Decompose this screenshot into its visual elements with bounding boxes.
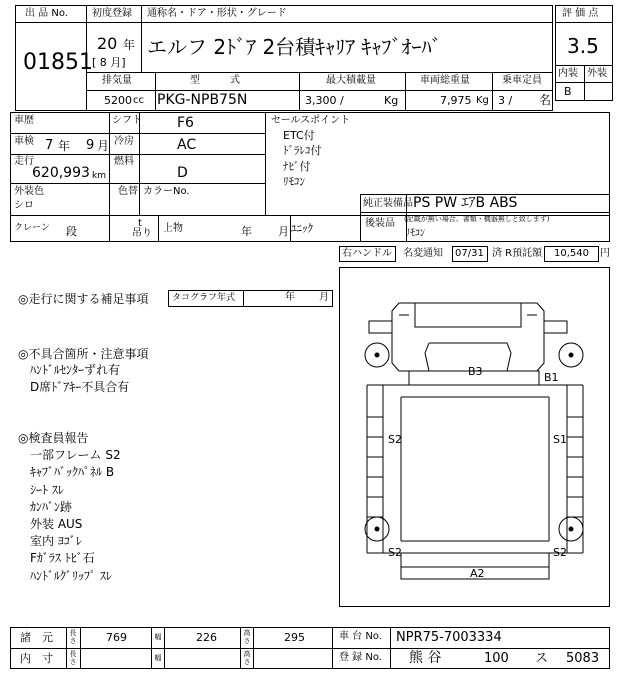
report-item: Fｶﾞﾗｽ ﾄﾋﾞ石 (30, 551, 95, 565)
registration-kana: ス (535, 651, 549, 666)
mileage-unit: km (92, 171, 106, 181)
report-item: ｷｬﾌﾞﾊﾞｯｸﾊﾟﾈﾙ B (30, 465, 115, 479)
inspection-label: 車検 (14, 136, 34, 147)
first-reg-label: 初度登録 (92, 8, 132, 19)
sales-point-item: ﾅﾋﾞ付 (283, 160, 311, 173)
height-label-interior: 高さ (243, 650, 251, 666)
registration-class: 100 (484, 651, 509, 666)
damage-label-a2: A2 (470, 567, 485, 580)
report-item: ｼｰﾄ ｽﾚ (30, 483, 64, 497)
inspection-month-unit: 月 (97, 139, 110, 153)
report-item: ﾊﾝﾄﾞﾙｸﾞﾘｯﾌﾟ ｽﾚ (30, 569, 112, 583)
mileage-value: 620,993 (32, 165, 90, 181)
sales-points-label: セールスポイント (271, 115, 351, 126)
width-label: 幅 (154, 633, 162, 641)
max-load-label: 最大積載量 (326, 75, 376, 86)
inspection-year-unit: 年 (58, 139, 71, 153)
gross-weight-value: 7,975 (440, 94, 472, 107)
tachograph-label: タコグラフ年式 (172, 293, 236, 303)
report-title: ◎検査員報告 (18, 431, 89, 445)
top-equipment-value: ﾕﾆｯｸ (291, 222, 313, 235)
fuel-label: 燃料 (114, 156, 134, 167)
model-value: PKG-NPB75N (157, 92, 248, 108)
inspection-year: 7 (45, 138, 54, 153)
first-reg-month: [ 8 月] (92, 56, 126, 69)
model-label: 型 式 (190, 75, 240, 86)
car-name: エルフ 2ﾄﾞｱ 2台積ｷｬﾘｱ ｷｬﾌﾞｵｰﾊﾞ (147, 35, 442, 59)
truck-outline (339, 267, 610, 607)
chassis-number: NPR75-7003334 (396, 630, 502, 645)
driving-title: ◎走行に関する補足事項 (18, 292, 149, 306)
gross-weight-unit: Kg (476, 95, 489, 106)
crane-stage-unit: 段 (66, 225, 77, 238)
color-code-label: カラーNo. (143, 186, 190, 197)
shift-value: F6 (177, 115, 194, 131)
color-change-label: 色替 (118, 186, 138, 197)
width-value: 226 (196, 631, 217, 644)
dims-label: 諸 元 (20, 631, 53, 644)
max-load-value: 3,300 / (305, 94, 344, 107)
length-label: 長さ (69, 629, 77, 645)
exterior-color: シロ (14, 200, 34, 211)
width-label-interior: 幅 (154, 654, 162, 662)
report-item: 室内 ﾖｺﾞﾚ (30, 534, 82, 548)
history-label: 車歴 (14, 115, 34, 126)
tachograph-year-unit: 年 (285, 292, 295, 303)
registration-area: 熊 谷 (409, 650, 442, 666)
defect-item: D席ﾄﾞｱｷｰ不具合有 (30, 380, 130, 394)
mileage-label: 走行 (14, 156, 34, 167)
inspection-month: 9 (86, 138, 95, 153)
crane-hang-unit: 吊り (132, 228, 152, 239)
aftermarket-items: ﾘﾓｺﾝ (405, 228, 425, 239)
height-value: 295 (284, 631, 305, 644)
registration-label: 登 録 No. (339, 652, 382, 663)
defect-item: ﾊﾝﾄﾞﾙｾﾝﾀｰずれ有 (30, 363, 121, 377)
name-change-label: 名変通知 (403, 248, 443, 259)
ac-label: 冷房 (114, 136, 134, 147)
displacement-label: 排気量 (102, 75, 132, 86)
damage-label-s2-rear-left: S2 (388, 546, 402, 559)
chassis-label: 車 台 No. (339, 631, 382, 642)
exterior-grade-label: 外装 (587, 68, 607, 79)
fuel-value: D (177, 165, 188, 181)
report-item: 外装 AUS (30, 517, 83, 531)
right-handle: 右ハンドル (342, 248, 392, 259)
displacement-unit: cc (133, 95, 144, 106)
recycle-amount: 10,540 (554, 248, 589, 259)
sales-point-item: ETC付 (283, 129, 315, 142)
capacity-unit: 名 (539, 93, 552, 107)
aftermarket-note: (記載が無い場合、書類・機器無しと致します) (404, 215, 550, 223)
top-month-unit: 月 (278, 225, 289, 238)
crane-label: クレーン (14, 223, 50, 233)
sales-point-item: ﾘﾓｺﾝ (283, 175, 305, 188)
damage-label-s2-rear-right: S2 (553, 546, 567, 559)
damage-diagram (339, 267, 610, 607)
lot-number: 01851 (23, 50, 93, 75)
tachograph-month-unit: 月 (319, 292, 329, 303)
recycle-label: 済 R預託額 (492, 248, 543, 259)
first-reg-year-unit: 年 (123, 38, 136, 52)
aftermarket-label: 後装品 (365, 218, 395, 229)
height-label: 高さ (243, 629, 251, 645)
top-year-unit: 年 (241, 225, 252, 238)
length-value: 769 (106, 631, 127, 644)
shift-label: シフト (112, 115, 142, 126)
damage-label-s1: S1 (553, 433, 567, 446)
standard-equipment: PS PW ｴｱB ABS (413, 195, 518, 211)
name-change-date: 07/31 (455, 248, 484, 259)
name-label: 通称名・ドア・形状・グレード (147, 8, 287, 19)
recycle-unit: 円 (600, 248, 610, 259)
report-item: ｶﾝﾊﾞﾝ跡 (30, 500, 73, 514)
score-label: 評 価 点 (562, 8, 599, 19)
damage-label-b3: B3 (468, 365, 483, 378)
crane-ton-unit: t (138, 218, 142, 229)
ac-value: AC (177, 137, 197, 153)
standard-equipment-label: 純正装備品 (363, 198, 413, 209)
first-reg-year: 20 (97, 34, 118, 53)
damage-label-b1: B1 (544, 371, 559, 384)
max-load-unit: Kg (384, 94, 399, 107)
interior-dims-label: 内 寸 (20, 652, 53, 665)
interior-grade: B (564, 85, 572, 98)
registration-number: 5083 (566, 651, 600, 666)
exterior-color-label: 外装色 (14, 186, 44, 197)
lot-label: 出 品 No. (25, 8, 68, 19)
sales-point-item: ﾄﾞﾗﾚｺ付 (283, 144, 322, 157)
gross-weight-label: 車両総重量 (420, 75, 470, 86)
report-item: 一部フレーム S2 (30, 448, 121, 462)
capacity-label: 乗車定員 (502, 75, 542, 86)
top-equipment-label: 上物 (163, 223, 183, 234)
damage-label-s2-left: S2 (388, 433, 402, 446)
defects-title: ◎不具合箇所・注意事項 (18, 347, 149, 361)
score-value: 3.5 (567, 34, 599, 58)
length-label-interior: 長さ (69, 650, 77, 666)
capacity-value: 3 / (498, 94, 513, 107)
interior-grade-label: 内装 (558, 68, 578, 79)
displacement-value: 5200 (104, 94, 132, 107)
